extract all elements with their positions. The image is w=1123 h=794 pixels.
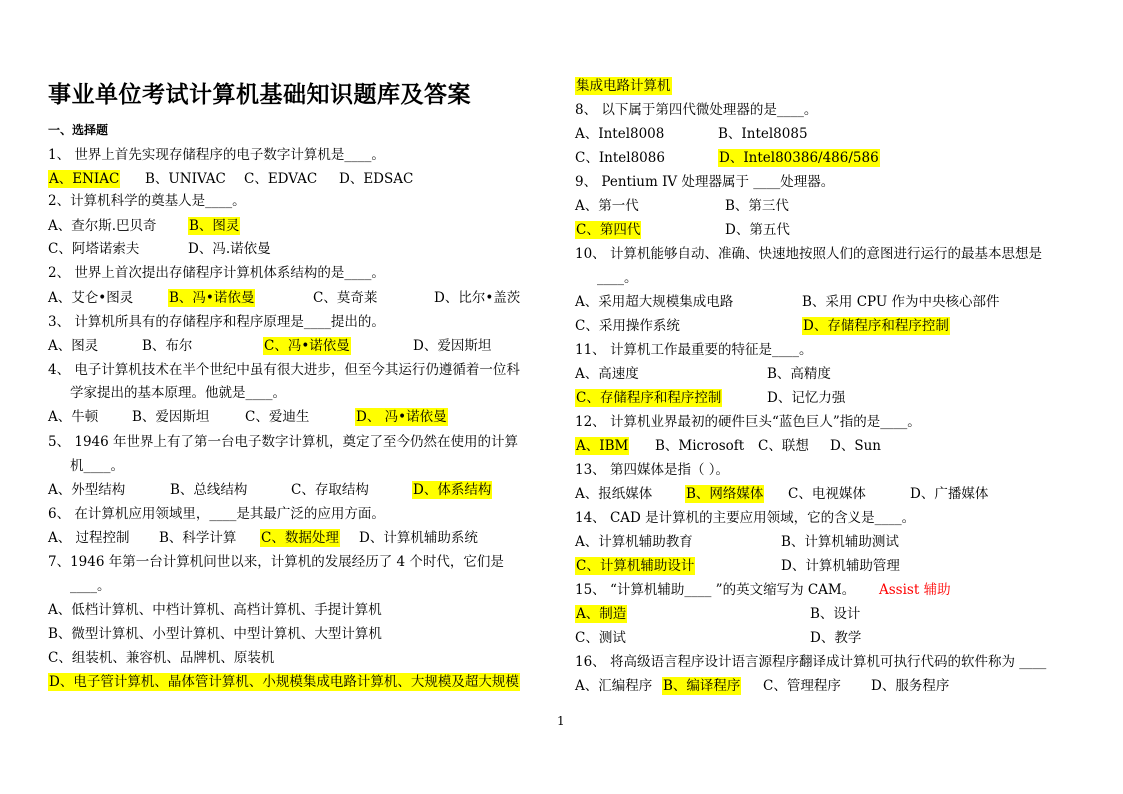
page-title: 事业单位考试计算机基础知识题库及答案: [48, 81, 471, 108]
text-segment: A、低档计算机、中档计算机、高档计算机、手提计算机: [48, 602, 382, 618]
text-segment: ____。: [70, 578, 111, 594]
text-segment: B、布尔: [142, 338, 193, 354]
text-segment: D、广播媒体: [910, 486, 989, 502]
text-segment: 7、1946 年第一台计算机问世以来，计算机的发展经历了 4 个时代，它们是: [48, 554, 504, 570]
text-segment: 13、 第四媒体是指（ ）。: [575, 462, 730, 478]
text-segment: D、EDSAC: [339, 171, 414, 187]
answer-highlight: B、冯•诺依曼: [169, 290, 255, 306]
text-segment: D、记忆力强: [767, 390, 846, 406]
answer-highlight: A、ENIAC: [49, 171, 120, 187]
section-heading: 一、选择题: [48, 123, 109, 137]
text-segment: C、组装机、兼容机、品牌机、原装机: [48, 650, 275, 666]
text-segment: 14、 CAD 是计算机的主要应用领域，它的含义是____。: [575, 510, 916, 526]
text-segment: C、Intel8086: [575, 150, 665, 166]
annotation-text: Assist 辅助: [879, 582, 951, 598]
text-segment: 10、 计算机能够自动、准确、快速地按照人们的意图进行运行的最基本思想是: [575, 246, 1042, 262]
text-segment: B、总线结构: [170, 482, 248, 498]
text-segment: 2、 世界上首次提出存储程序计算机体系结构的是____。: [48, 265, 385, 281]
answer-highlight: B、编译程序: [663, 678, 741, 694]
answer-highlight: C、冯•诺依曼: [264, 338, 350, 354]
text-segment: B、UNIVAC: [145, 171, 226, 187]
text-segment: D、服务程序: [871, 678, 950, 694]
text-segment: A、报纸媒体: [575, 486, 653, 502]
text-segment: 12、 计算机业界最初的硬件巨头“蓝色巨人”指的是____。: [575, 414, 921, 430]
text-segment: C、阿塔诺索夫: [48, 241, 140, 257]
text-segment: C、管理程序: [763, 678, 841, 694]
text-segment: D、爱因斯坦: [413, 338, 492, 354]
text-segment: B、科学计算: [159, 530, 237, 546]
text-segment: D、比尔•盖茨: [434, 290, 521, 306]
text-segment: A、高速度: [575, 366, 639, 382]
text-segment: 9、 Pentium IV 处理器属于 ____处理器。: [575, 174, 835, 190]
answer-highlight: C、第四代: [576, 222, 641, 238]
text-segment: 15、 “计算机辅助____ ”的英文缩写为 CAM。: [575, 582, 856, 598]
text-segment: 2、计算机科学的奠基人是____。: [48, 193, 246, 209]
answer-highlight: A、制造: [576, 606, 627, 622]
text-segment: C、联想: [758, 438, 809, 454]
text-segment: C、爱迪生: [245, 409, 310, 425]
text-segment: D、教学: [810, 630, 862, 646]
text-segment: D、Sun: [830, 438, 881, 454]
text-segment: C、EDVAC: [244, 171, 318, 187]
text-segment: D、第五代: [725, 222, 790, 238]
text-segment: D、冯.诺依曼: [188, 241, 271, 257]
text-segment: 8、 以下属于第四代微处理器的是____。: [575, 102, 818, 118]
text-segment: C、测试: [575, 630, 626, 646]
answer-highlight: C、存储程序和程序控制: [576, 390, 722, 406]
answer-highlight: D、电子管计算机、晶体管计算机、小规模集成电路计算机、大规模及超大规模: [49, 674, 519, 690]
text-segment: A、艾仑•图灵: [48, 290, 134, 306]
text-segment: A、牛顿: [48, 409, 99, 425]
text-segment: 机____。: [70, 458, 124, 474]
answer-highlight: D、存储程序和程序控制: [803, 318, 949, 334]
text-segment: A、汇编程序: [575, 678, 653, 694]
answer-highlight: C、计算机辅助设计: [576, 558, 695, 574]
text-segment: A、 过程控制: [48, 530, 130, 546]
text-segment: 4、 电子计算机技术在半个世纪中虽有很大进步，但至今其运行仍遵循着一位科: [48, 362, 520, 378]
text-segment: A、Intel8008: [575, 126, 665, 142]
text-segment: B、采用 CPU 作为中央核心部件: [802, 294, 1000, 310]
text-segment: B、设计: [810, 606, 861, 622]
text-segment: B、第三代: [725, 198, 789, 214]
text-segment: A、计算机辅助教育: [575, 534, 693, 550]
text-segment: 5、 1946 年世界上有了第一台电子数字计算机，奠定了至今仍然在使用的计算: [48, 434, 519, 450]
answer-highlight: D、Intel80386/486/586: [719, 150, 879, 166]
text-segment: B、爱因斯坦: [132, 409, 210, 425]
text-segment: 11、 计算机工作最重要的特征是____。: [575, 342, 813, 358]
answer-highlight: B、图灵: [189, 218, 240, 234]
text-segment: C、电视媒体: [788, 486, 866, 502]
answer-highlight: D、体系结构: [413, 482, 492, 498]
text-segment: A、第一代: [575, 198, 639, 214]
text-segment: ____。: [597, 270, 638, 286]
text-segment: 3、 计算机所具有的存储程序和程序原理是____提出的。: [48, 314, 385, 330]
text-segment: A、外型结构: [48, 482, 126, 498]
answer-highlight: B、网络媒体: [686, 486, 764, 502]
answer-highlight: D、 冯•诺依曼: [356, 409, 447, 425]
text-segment: 16、 将高级语言程序设计语言源程序翻译成计算机可执行代码的软件称为 ____: [575, 654, 1047, 670]
text-segment: 学家提出的基本原理。他就是____。: [70, 385, 286, 401]
text-segment: D、计算机辅助系统: [359, 530, 478, 546]
answer-highlight: 集成电路计算机: [576, 78, 671, 94]
answer-highlight: A、IBM: [576, 438, 629, 454]
answer-highlight: C、数据处理: [261, 530, 339, 546]
text-segment: B、Microsoft: [655, 438, 745, 454]
text-segment: B、微型计算机、小型计算机、中型计算机、大型计算机: [48, 626, 382, 642]
text-segment: B、Intel8085: [718, 126, 808, 142]
text-segment: A、查尔斯.巴贝奇: [48, 218, 157, 234]
page-number: 1: [557, 714, 565, 728]
text-segment: A、图灵: [48, 338, 99, 354]
text-segment: C、莫奇莱: [313, 290, 378, 306]
text-segment: 1、 世界上首先实现存储程序的电子数字计算机是____。: [48, 147, 385, 163]
text-segment: B、高精度: [767, 366, 831, 382]
text-segment: D、计算机辅助管理: [781, 558, 900, 574]
text-segment: C、存取结构: [291, 482, 369, 498]
text-segment: 6、 在计算机应用领域里，____是其最广泛的应用方面。: [48, 506, 385, 522]
text-segment: C、采用操作系统: [575, 318, 680, 334]
text-segment: B、计算机辅助测试: [781, 534, 899, 550]
text-segment: A、采用超大规模集成电路: [575, 294, 734, 310]
